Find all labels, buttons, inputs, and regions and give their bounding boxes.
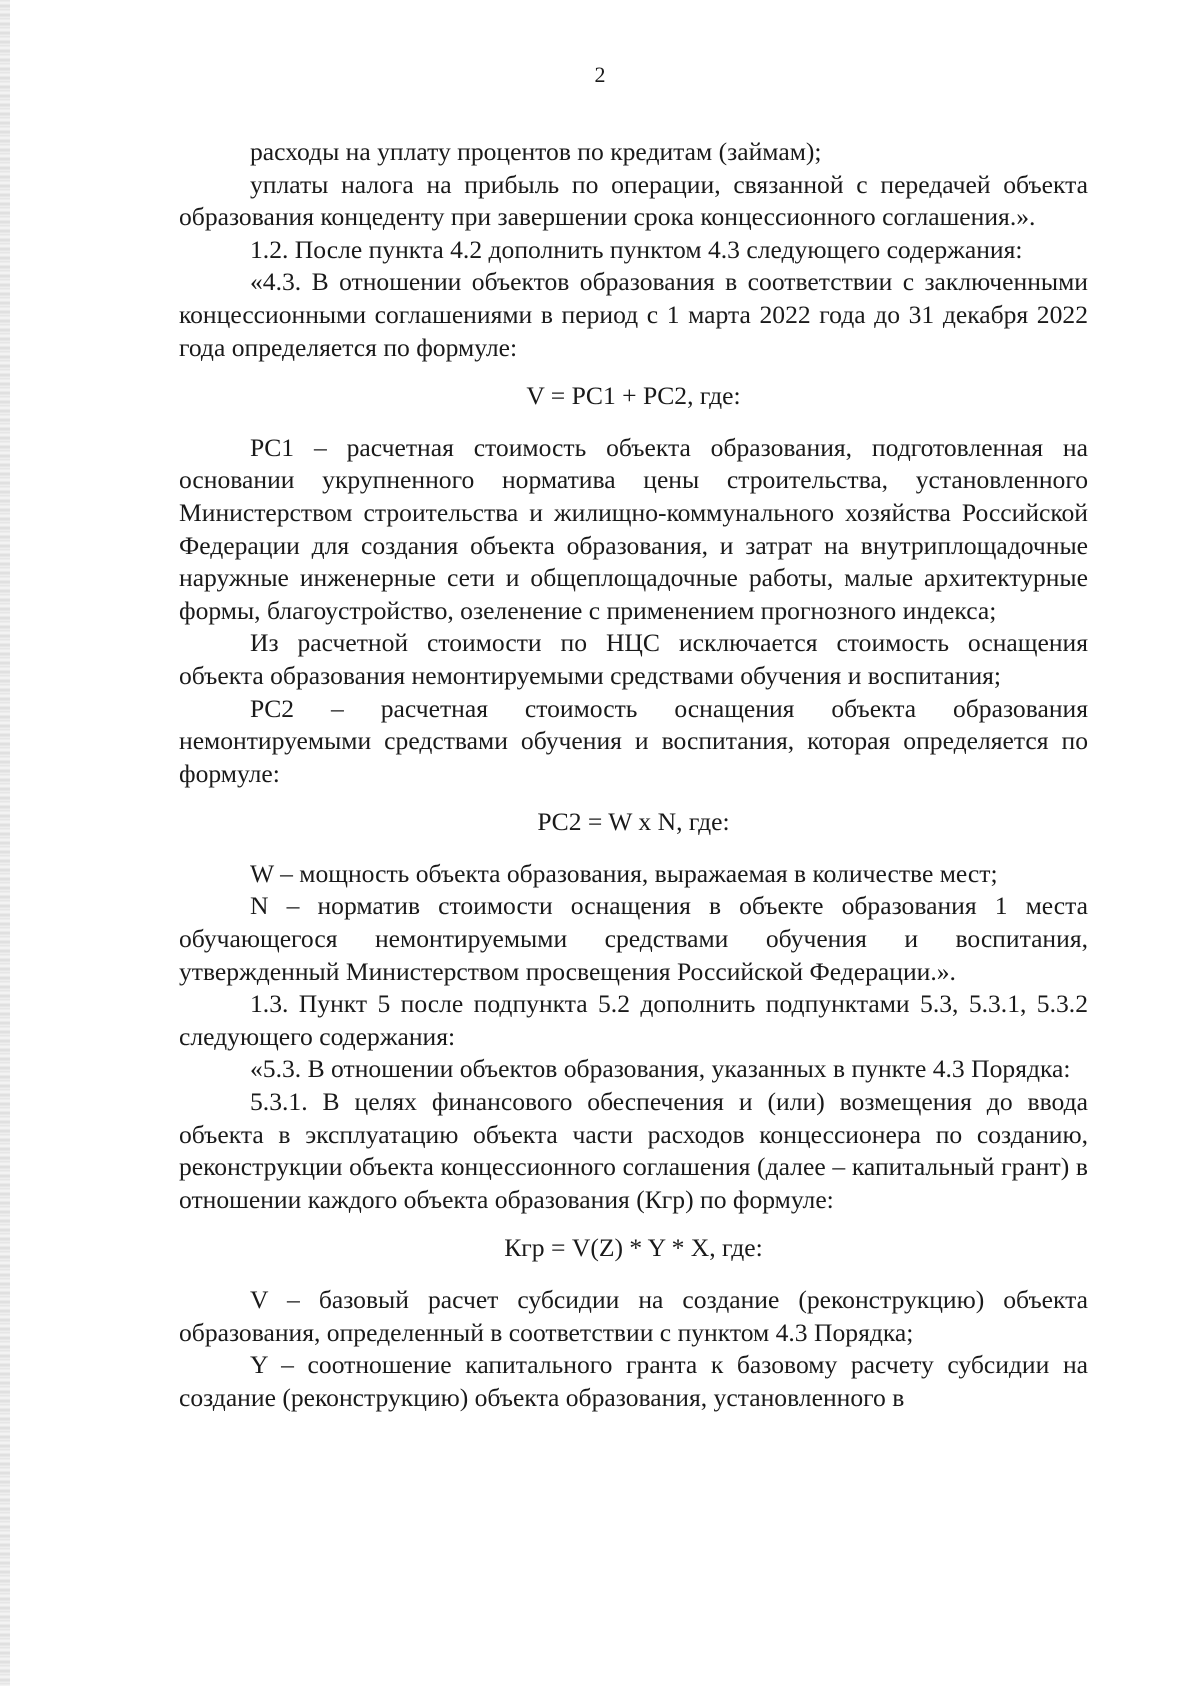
paragraph: 1.2. После пункта 4.2 дополнить пунктом 4.3 следующего содержания:	[250, 234, 1023, 264]
formula: PC2 = W x N, где:	[537, 807, 730, 837]
paragraph: «4.3. В отношении объектов образования в соответствии с заключенными концессионными соглашениями в период с 1 марта 2022 года до 31 декабря 2022 года определяется по формуле:	[179, 267, 1088, 362]
paragraph: N – норматив стоимости оснащения в объекте образования 1 места обучающегося немонтируемыми средствами обучения и воспитания, утвержденный Министерством просвещения Российской Федерации.».	[179, 891, 1088, 986]
paragraph: расходы на уплату процентов по кредитам (займам);	[250, 137, 822, 166]
paragraph: Из расчетной стоимости по НЦС исключается стоимость оснащения объекта образования немонтируемыми средствами обучения и воспитания;	[179, 628, 1088, 690]
page-number: 2	[594, 62, 606, 87]
paragraph: W – мощность объекта образования, выражаемая в количестве мест;	[250, 858, 998, 888]
document-body	[179, 136, 1088, 1414]
paragraph: 5.3.1. В целях финансового обеспечения и (или) возмещения до ввода объекта в эксплуатацию объекта части расходов концессионера по созданию, реконструкции объекта концессионного соглашения (далее – капитальный грант) в отношении каждого объекта образования (Кгр) по формуле:	[179, 1087, 1088, 1214]
formula: Кгр = V(Z) * Y * X, где:	[504, 1233, 763, 1263]
formula: V = PC1 + PC2, где:	[526, 381, 741, 411]
paragraph: Y – соотношение капитального гранта к базовому расчету субсидии на создание (реконструкцию) объекта образования, установленного в	[179, 1350, 1088, 1412]
paragraph: 1.3. Пункт 5 после подпункта 5.2 дополнить подпунктами 5.3, 5.3.1, 5.3.2 следующего содержания:	[179, 989, 1088, 1051]
paragraph: уплаты налога на прибыль по операции, связанной с передачей объекта образования концеденту при завершении срока концессионного соглашения.».	[179, 169, 1088, 232]
paragraph: V – базовый расчет субсидии на создание (реконструкцию) объекта образования, определенный в соответствии с пунктом 4.3 Порядка;	[179, 1285, 1088, 1347]
paragraph: PC1 – расчетная стоимость объекта образования, подготовленная на основании укрупненного норматива цены строительства, установленного Министерством строительства и жилищно-коммунального хозяйства Российской Федерации для создания объекта образования, и затрат на внутриплощадочные наружные инженерные сети и общеплощадочные работы, малые архитектурные формы, благоустройство, озеленение с применением прогнозного индекса;	[179, 432, 1088, 625]
scan-edge	[0, 0, 10, 1686]
paragraph: «5.3. В отношении объектов образования, указанных в пункте 4.3 Порядка:	[250, 1054, 1071, 1084]
paragraph: PC2 – расчетная стоимость оснащения объекта образования немонтируемыми средствами обучения и воспитания, которая определяется по формуле:	[179, 693, 1088, 788]
